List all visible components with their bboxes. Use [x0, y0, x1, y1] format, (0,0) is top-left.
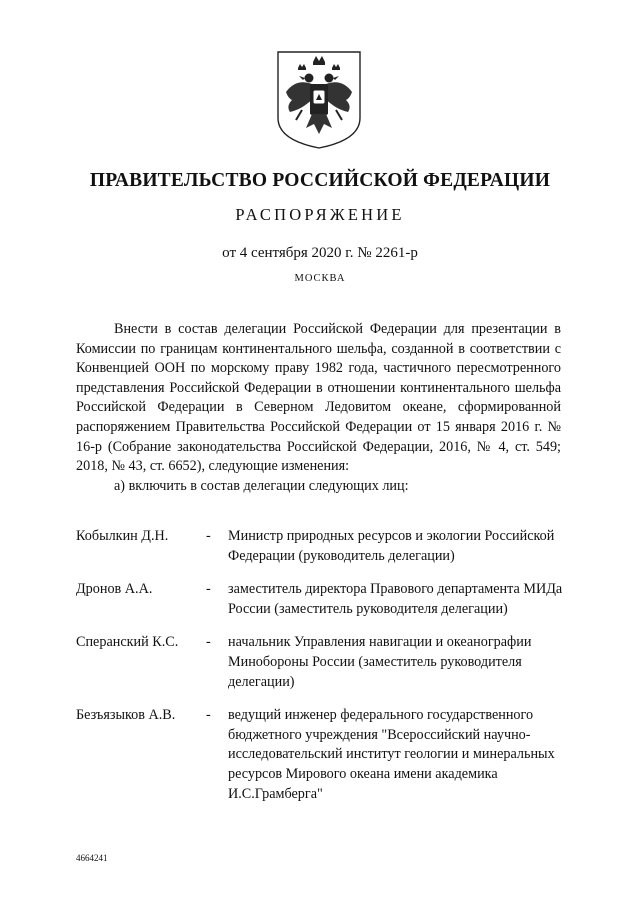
member-name: Сперанский К.С. — [76, 634, 179, 651]
member-role: ведущий инженер федерального государственного бюджетного учреждения "Всероссийский научно-исследовательский институт геологии и минеральных ресурсов Мирового океана имени академика И.С.Грамберга" — [228, 707, 555, 802]
member-row — [76, 527, 566, 566]
member-role: начальник Управления навигации и океанографии Минобороны России (заместитель руководителя делегации) — [228, 634, 532, 690]
document-city: МОСКВА — [294, 273, 346, 284]
member-name: Дронов А.А. — [76, 581, 153, 598]
subitem-a: а) включить в состав делегации следующих лиц: — [114, 477, 409, 494]
document-date-number: от 4 сентября 2020 г. № 2261-р — [222, 245, 418, 261]
member-row — [76, 706, 566, 804]
member-role: Министр природных ресурсов и экологии Российской Федерации (руководитель делегации) — [228, 528, 555, 564]
main-paragraph: Внести в состав делегации Российской Федерации для презентации в Комиссии по границам континентального шельфа, созданной в соответствии с Конвенцией ООН по морскому праву 1982 года, частичного пересмотренного представления Российской Федерации в отношении континентального шельфа Российской Федерации в Северном Ледовитом океане, сформированной распоряжением Правительства Российской Федерации от 15 января 2016 г. № 16-р (Собрание законодательства Российской Федерации, 2016, № 4, ст. 549; 2018, № 43, ст. 6652), следующие изменения: — [76, 321, 561, 475]
member-dash: - — [206, 634, 211, 651]
member-role: заместитель директора Правового департамента МИДа России (заместитель руководителя делегации) — [228, 581, 563, 617]
document-body — [76, 320, 561, 496]
delegation-members-list — [76, 527, 566, 818]
government-title: ПРАВИТЕЛЬСТВО РОССИЙСКОЙ ФЕДЕРАЦИИ — [89, 170, 551, 191]
document-type: РАСПОРЯЖЕНИЕ — [235, 205, 405, 224]
document-internal-number: 4664241 — [76, 853, 108, 863]
member-dash: - — [206, 528, 211, 544]
member-dash: - — [206, 707, 211, 724]
member-row — [76, 633, 566, 692]
member-row — [76, 580, 566, 619]
member-name: Безъязыков А.В. — [76, 707, 176, 724]
russian-coat-of-arms-icon — [272, 48, 366, 150]
member-dash: - — [206, 581, 211, 598]
member-name: Кобылкин Д.Н. — [76, 528, 169, 544]
